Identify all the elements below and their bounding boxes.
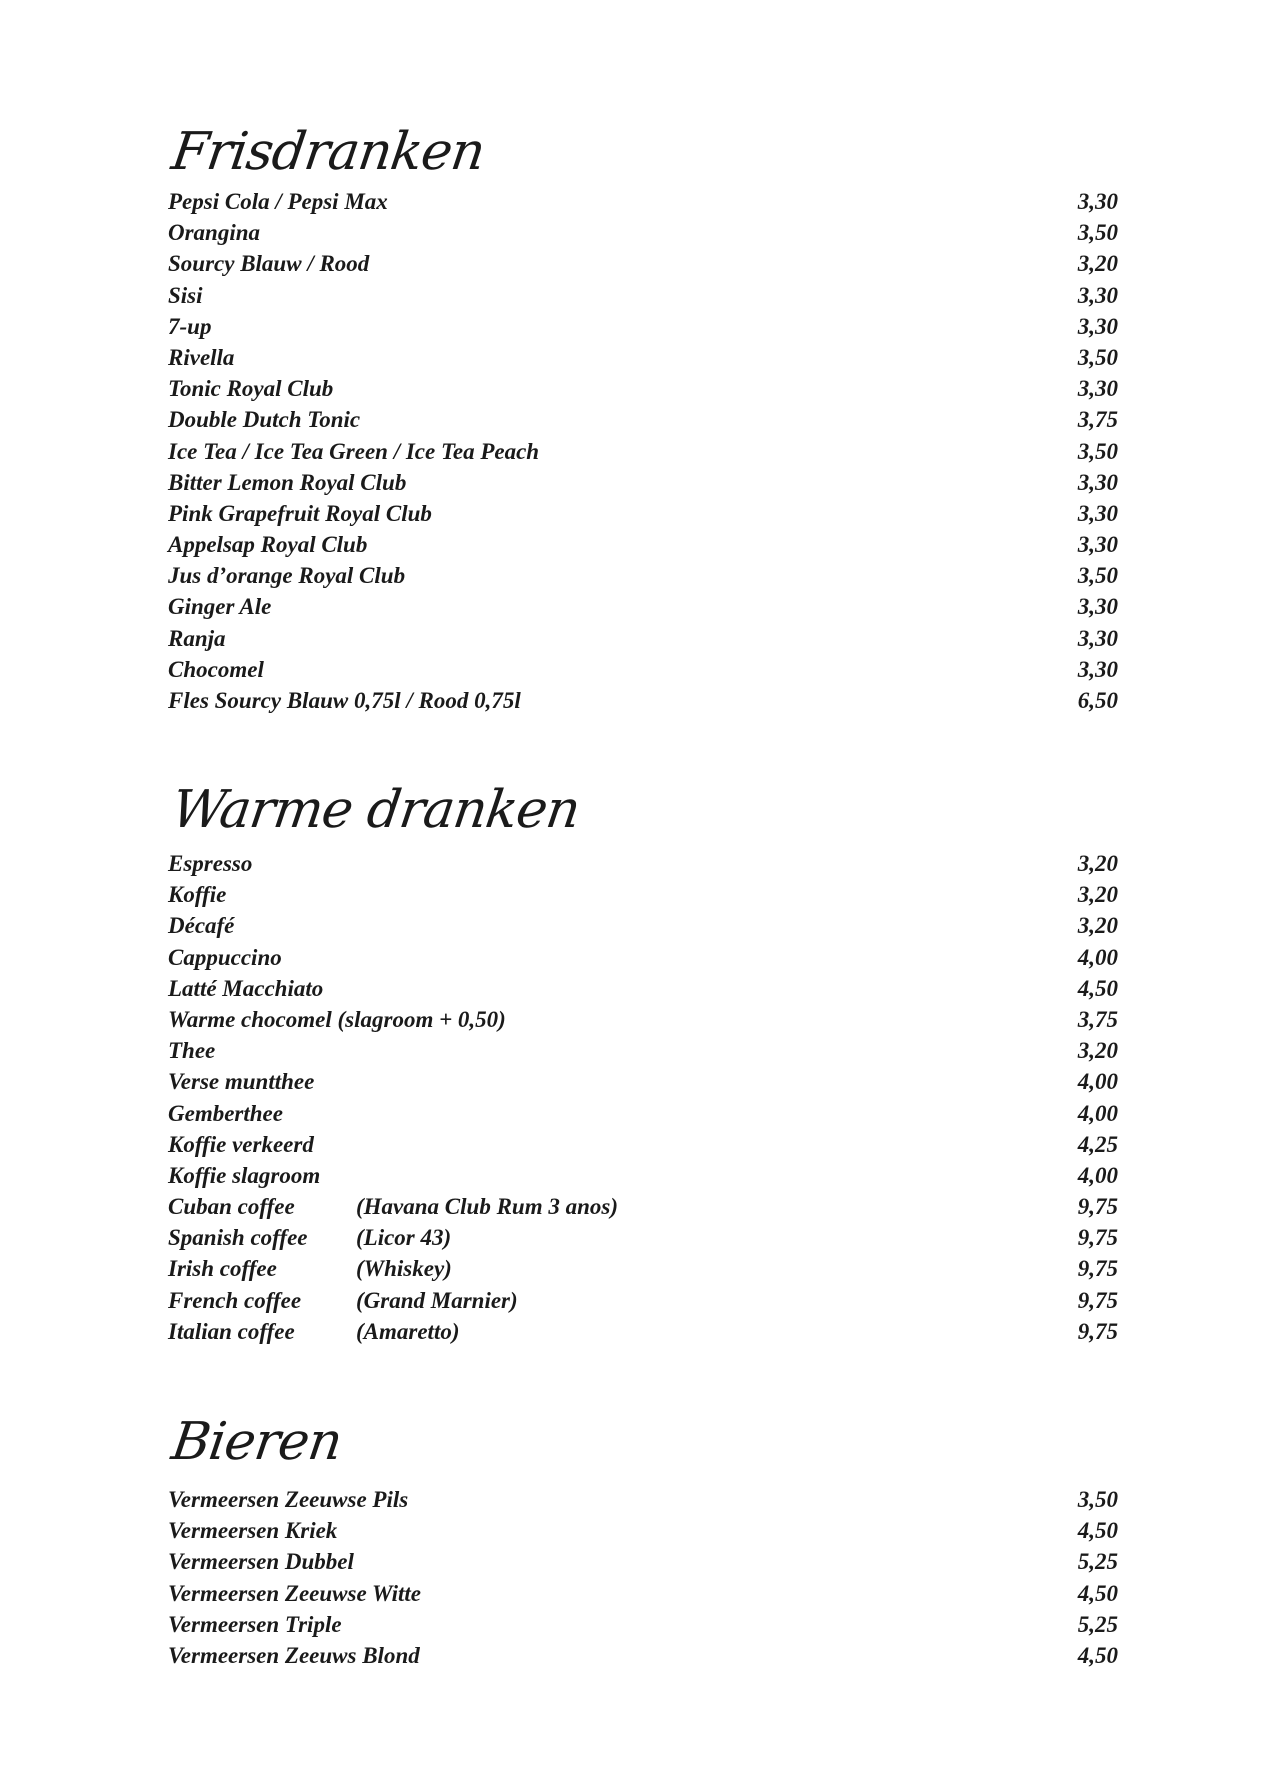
menu-item — [168, 1066, 1118, 1097]
item-name: Koffie — [168, 882, 227, 908]
menu-item — [168, 591, 1118, 622]
item-name: Italian coffee — [168, 1318, 295, 1344]
item-price: 3,30 — [1077, 625, 1118, 651]
item-name: Gemberthee — [168, 1100, 283, 1126]
item-name: Vermeersen Kriek — [168, 1518, 338, 1544]
item-price: 3,75 — [1077, 407, 1118, 433]
menu-item — [168, 1515, 1118, 1546]
item-price: 3,30 — [1077, 656, 1118, 682]
item-price: 3,50 — [1077, 438, 1118, 464]
menu-item — [168, 248, 1118, 279]
item-name: Spanish coffee — [168, 1225, 308, 1251]
item-price: 4,50 — [1077, 1518, 1118, 1544]
item-price: 4,00 — [1077, 1162, 1118, 1188]
item-price: 9,75 — [1077, 1194, 1118, 1220]
item-note: (Amaretto) — [356, 1318, 460, 1344]
menu-item — [168, 404, 1118, 435]
menu-list — [168, 1484, 1118, 1671]
menu-item — [168, 1316, 1118, 1347]
menu-list — [168, 848, 1118, 1347]
item-price: 3,30 — [1077, 189, 1118, 214]
item-price: 3,30 — [1077, 594, 1118, 620]
item-price: 9,75 — [1077, 1225, 1118, 1251]
menu-item — [168, 498, 1118, 529]
item-price: 3,20 — [1077, 913, 1118, 939]
item-price: 4,00 — [1077, 944, 1118, 970]
menu-item — [168, 1160, 1118, 1191]
item-note: (Licor 43) — [356, 1225, 452, 1251]
item-name: Latté Macchiato — [168, 975, 324, 1001]
item-note: (Grand Marnier) — [356, 1287, 518, 1313]
item-price: 3,30 — [1077, 376, 1118, 402]
item-price: 3,75 — [1077, 1006, 1118, 1032]
item-price: 4,00 — [1077, 1100, 1118, 1126]
menu-item — [168, 373, 1118, 404]
item-name: Espresso — [168, 851, 253, 876]
item-name: Vermeersen Zeeuwse Pils — [168, 1487, 409, 1512]
item-name: Vermeersen Triple — [168, 1611, 342, 1637]
item-name: Sisi — [168, 282, 203, 308]
menu-item — [168, 910, 1118, 941]
menu-item — [168, 1098, 1118, 1129]
menu-item — [168, 1484, 1118, 1515]
item-price: 9,75 — [1077, 1287, 1118, 1313]
item-name: Pink Grapefruit Royal Club — [168, 500, 432, 526]
menu-item — [168, 1640, 1118, 1671]
menu-item — [168, 1609, 1118, 1640]
menu-item — [168, 560, 1118, 591]
menu-item — [168, 1546, 1118, 1577]
menu-item — [168, 1129, 1118, 1160]
menu-item — [168, 217, 1118, 248]
item-name: Décafé — [168, 913, 235, 939]
item-name: Thee — [168, 1038, 216, 1064]
menu-item — [168, 685, 1118, 716]
item-name: Orangina — [168, 220, 261, 246]
item-name: Vermeersen Dubbel — [168, 1549, 354, 1575]
item-price: 3,20 — [1077, 1038, 1118, 1064]
item-price: 3,50 — [1077, 220, 1118, 246]
item-price: 3,30 — [1077, 500, 1118, 526]
item-price: 4,00 — [1077, 1069, 1118, 1095]
item-name: Warme chocomel (slagroom + 0,50) — [168, 1006, 506, 1032]
menu-item — [168, 311, 1118, 342]
menu-item — [168, 879, 1118, 910]
item-name: French coffee — [168, 1287, 302, 1313]
item-price: 4,50 — [1077, 975, 1118, 1001]
item-name: Ranja — [168, 625, 226, 651]
item-name: Vermeersen Zeeuws Blond — [168, 1642, 420, 1668]
section-bieren — [168, 1412, 1118, 1671]
item-name: Ginger Ale — [168, 594, 272, 620]
item-name: Appelsap Royal Club — [168, 532, 368, 558]
item-price: 3,20 — [1077, 251, 1118, 277]
item-price: 4,50 — [1077, 1642, 1118, 1668]
item-name: Koffie slagroom — [168, 1162, 321, 1188]
item-name: Ice Tea / Ice Tea Green / Ice Tea Peach — [168, 438, 540, 464]
menu-item — [168, 1191, 1118, 1222]
item-name: Rivella — [168, 344, 235, 370]
menu-item — [168, 1578, 1118, 1609]
menu-item — [168, 186, 1118, 217]
menu-item — [168, 1285, 1118, 1316]
item-price: 3,20 — [1077, 882, 1118, 908]
item-name: Fles Sourcy Blauw 0,75l / Rood 0,75l — [168, 688, 521, 713]
menu-item — [168, 654, 1118, 685]
item-price: 3,30 — [1077, 313, 1118, 339]
item-price: 9,75 — [1077, 1256, 1118, 1282]
item-price: 6,50 — [1077, 688, 1118, 713]
section-frisdranken — [168, 122, 1118, 716]
item-price: 3,30 — [1077, 532, 1118, 558]
item-price: 3,30 — [1077, 282, 1118, 308]
menu-item — [168, 1253, 1118, 1284]
item-price: 9,75 — [1077, 1318, 1118, 1344]
menu-item — [168, 623, 1118, 654]
item-price: 3,50 — [1077, 563, 1118, 589]
menu-item — [168, 942, 1118, 973]
item-name: Tonic Royal Club — [168, 376, 334, 402]
menu-list — [168, 186, 1118, 716]
section-title: Bieren — [168, 1412, 346, 1472]
item-name: Cappuccino — [168, 944, 282, 970]
item-name: Vermeersen Zeeuwse Witte — [168, 1580, 421, 1606]
menu-item — [168, 848, 1118, 879]
item-note: (Havana Club Rum 3 anos) — [356, 1194, 618, 1220]
item-name: Bitter Lemon Royal Club — [168, 469, 407, 495]
item-price: 3,50 — [1077, 344, 1118, 370]
item-name: 7-up — [168, 313, 212, 339]
item-name: Sourcy Blauw / Rood — [168, 251, 370, 277]
item-price: 5,25 — [1077, 1611, 1118, 1637]
item-note: (Whiskey) — [356, 1256, 452, 1282]
item-price: 4,50 — [1077, 1580, 1118, 1606]
menu-item — [168, 342, 1118, 373]
item-name: Cuban coffee — [168, 1194, 295, 1220]
item-name: Verse muntthee — [168, 1069, 315, 1095]
menu-item — [168, 467, 1118, 498]
menu-item — [168, 436, 1118, 467]
item-name: Pepsi Cola / Pepsi Max — [168, 189, 388, 214]
item-name: Koffie verkeerd — [168, 1131, 314, 1157]
item-name: Double Dutch Tonic — [168, 407, 361, 433]
item-price: 3,30 — [1077, 469, 1118, 495]
menu-item — [168, 280, 1118, 311]
section-title: Frisdranken — [168, 122, 489, 182]
item-price: 5,25 — [1077, 1549, 1118, 1575]
item-price: 3,50 — [1077, 1487, 1118, 1512]
item-name: Irish coffee — [168, 1256, 277, 1282]
menu-item — [168, 973, 1118, 1004]
item-name: Chocomel — [168, 656, 264, 682]
menu-item — [168, 529, 1118, 560]
menu-item — [168, 1035, 1118, 1066]
section-title: Warme dranken — [168, 780, 584, 840]
menu-item — [168, 1222, 1118, 1253]
menu-item — [168, 1004, 1118, 1035]
section-warme-dranken — [168, 780, 1118, 1347]
item-name: Jus d’orange Royal Club — [168, 563, 406, 589]
item-price: 3,20 — [1077, 851, 1118, 876]
item-price: 4,25 — [1077, 1131, 1118, 1157]
